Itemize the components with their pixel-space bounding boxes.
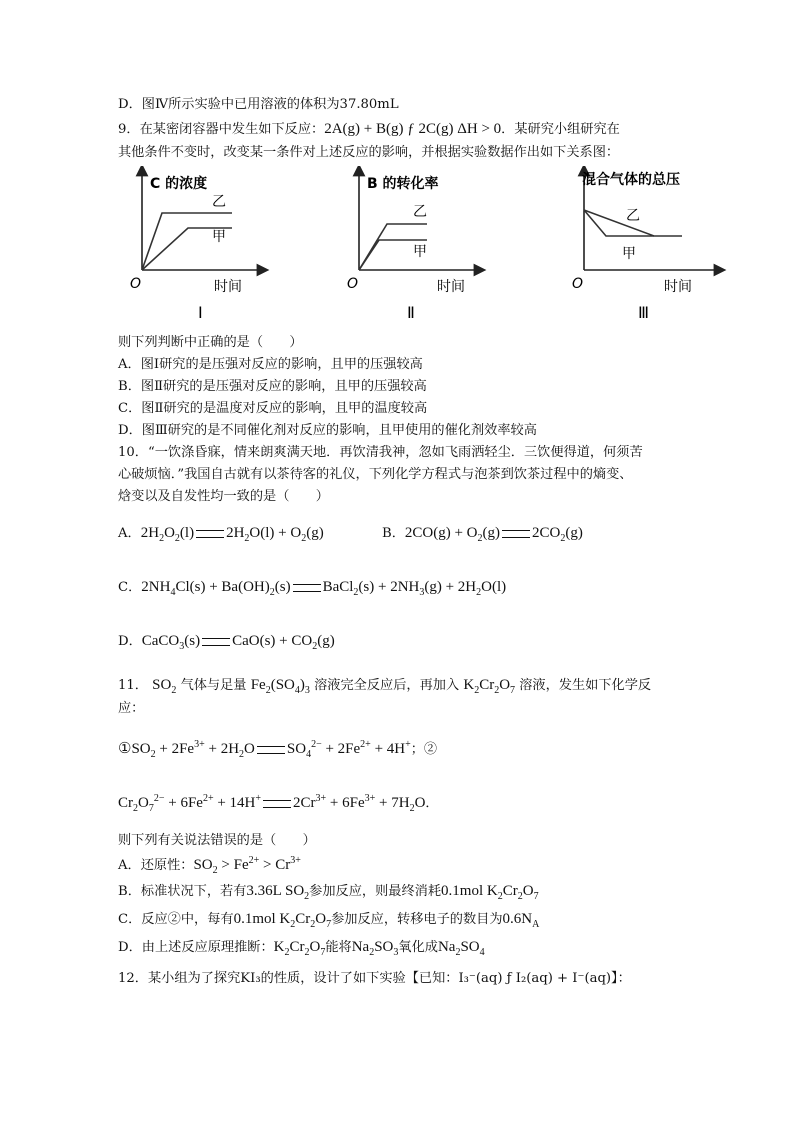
- q10-option-a: A．$2H_2O_2(l) 2H_2O(l) + O_2(g)$: [118, 525, 324, 544]
- graph-2-roman: Ⅱ: [407, 303, 415, 322]
- q10-option-b: B．$2CO(g) + O_2(g)$ $2CO_2(g)$: [382, 525, 583, 544]
- graph-2-origin: O: [347, 276, 359, 292]
- q9-option-b: B．图Ⅱ研究的是压强对反应的影响，且甲的压强较高: [118, 379, 427, 394]
- q11-stem-1: 11． $SO_2$ 气体与足量 $Fe_2(SO_4)_3$ 溶液完全反应后，再加入 $K_2Cr_2O_7$ 溶液，发生如下化学反: [118, 677, 652, 696]
- q9-option-d: D．图Ⅲ研究的是不同催化剂对反应的影响，且甲使用的催化剂效率较高: [118, 423, 537, 438]
- q9-stem-b: ．某研究小组研究在: [501, 122, 620, 137]
- graph-3-series-jia: 甲: [622, 246, 636, 262]
- graph-3-ylabel: 混合气体的总压: [582, 172, 680, 188]
- graph-3-origin: O: [572, 276, 584, 292]
- q9-stem: [118, 120, 620, 139]
- q10-option-d: D．CaCO$_3$(s) $CaO(s) + CO_2(g)$: [118, 633, 335, 652]
- graph-2: [345, 166, 490, 330]
- graph-1-series-jia: 甲: [212, 229, 226, 245]
- graph-3-xlabel: 时间: [664, 279, 692, 295]
- graph-3-roman: Ⅲ: [638, 303, 650, 322]
- q10-stem-2: 心破烦恼．”我国自古就有以茶待客的礼仪，下列化学方程式与泡茶到饮茶过程中的熵变、: [118, 467, 633, 482]
- option-d-prev: D．图Ⅳ所示实验中已用溶液的体积为37.80mL: [118, 97, 399, 112]
- q12-stem: 12．某小组为了探究KI₃的性质，设计了如下实验【已知：I₃⁻(aq) ƒ I₂(aq) + I⁻(aq)】：: [118, 971, 631, 986]
- q9-option-a: A．图Ⅰ研究的是压强对反应的影响，且甲的压强较高: [118, 357, 423, 372]
- q10-stem-3: 焓变以及自发性均一致的是（ ）: [118, 489, 329, 504]
- q11-stem-2: 应：: [118, 701, 145, 716]
- graph-2-series-yi: 乙: [413, 204, 427, 220]
- q11-reaction-1: $①SO_2 + 2Fe^{3+} + 2H_2O$ $SO_4^{2-} + 2Fe^{2+} + 4H^+$；②: [118, 739, 438, 760]
- q9-stem-2: 其他条件不变时，改变某一条件对上述反应的影响，并根据实验数据作出如下关系图：: [118, 145, 620, 160]
- graph-3-series-yi: 乙: [626, 208, 640, 224]
- q11-reaction-2: $Cr_2O_7^{2-} + 6Fe^{2+} + 14H^+$ $2Cr^{3+} + 6Fe^{3+} + 7H_2O$．: [118, 793, 439, 814]
- graph-3: [570, 166, 730, 330]
- graph-1-xlabel: 时间: [214, 279, 242, 295]
- q10-option-c: C．$2NH_4Cl(s) + Ba(OH)_2(s)$ BaCl$_2$(s) + $2NH_3(g) + 2H_2O(l)$: [118, 579, 507, 598]
- graph-2-ylabel: B 的转化率: [367, 176, 439, 192]
- q10-stem-1: 10．“一饮涤昏寐，情来朗爽满天地．再饮清我神，忽如飞雨洒轻尘．三饮便得道，何须苦: [118, 445, 643, 460]
- graph-1-origin: O: [130, 276, 142, 292]
- graph-1-roman: Ⅰ: [198, 303, 203, 322]
- q11-option-c: C．反应②中，每有0.1mol $K_2Cr_2O_7$参加反应，转移电子的数目为$0.6N_A$: [118, 911, 540, 930]
- q9-stem-a: 9．在某密闭容器中发生如下反应：: [118, 122, 325, 137]
- q11-option-b: B．标准状况下，若有3.36L $SO_2$参加反应，则最终消耗0.1mol $K_2Cr_2O_7$: [118, 883, 539, 902]
- q9-equation: 2A(g) + B(g) ƒ 2C(g) ΔH > 0: [324, 121, 502, 137]
- q11-option-d: D．由上述反应原理推断：$K_2Cr_2O_7$能将$Na_2SO_3$氧化成$Na_2SO_4$: [118, 939, 485, 958]
- graph-1-series-yi: 乙: [212, 194, 226, 210]
- graph-2-series-jia: 甲: [413, 244, 427, 260]
- q9-judge: 则下列判断中正确的是（ ）: [118, 335, 303, 350]
- graph-1-ylabel: C 的浓度: [150, 176, 208, 192]
- q11-option-a: A．还原性：$SO_2 > Fe^{2+} > Cr^{3+}$: [118, 855, 301, 876]
- q9-option-c: C．图Ⅱ研究的是温度对反应的影响，且甲的温度较高: [118, 401, 428, 416]
- q11-judge: 则下列有关说法错误的是（ ）: [118, 833, 316, 848]
- graph-1: [128, 166, 273, 330]
- graph-2-xlabel: 时间: [437, 279, 465, 295]
